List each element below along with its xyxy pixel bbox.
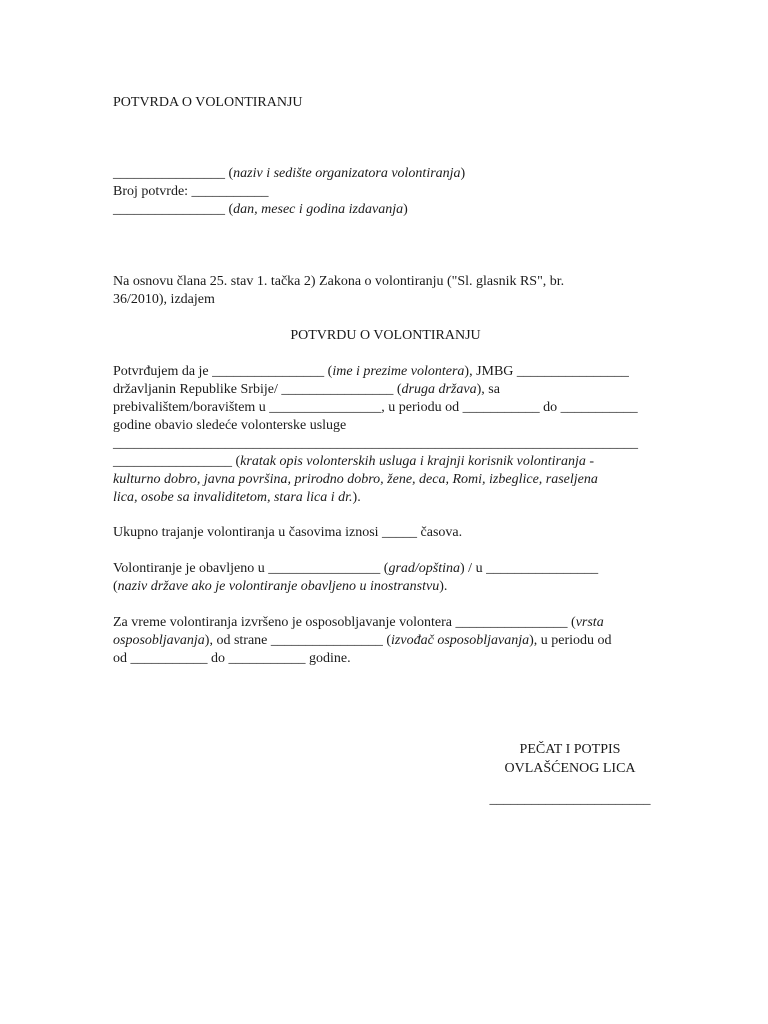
certificate-number-line (113, 183, 658, 201)
header-block (113, 165, 658, 219)
services-label: kratak opis volonterskih usluga i krajnji korisnik volontiranja - (240, 454, 595, 469)
text: ). (352, 490, 361, 505)
text: ), sa (476, 382, 500, 397)
text: prebivalištem/boravištem u (113, 400, 266, 415)
text: do (543, 400, 558, 415)
document-title (113, 94, 658, 112)
country-blank: ________________ (486, 561, 599, 576)
document-title-text: POTVRDA O VOLONTIRANJU (113, 95, 303, 110)
text: Za vreme volontiranja izvršeno je osposobljavanje volontera (113, 615, 453, 630)
stamp-signature-label: PEČAT I POTPIS (519, 742, 621, 757)
country-label: naziv države ako je volontiranje obavljeno u inostranstvu (117, 579, 440, 594)
text: Volontiranje je obavljeno u (113, 561, 265, 576)
services-blank-short: _________________ (113, 454, 232, 469)
confirmation-paragraph (113, 363, 658, 507)
location-line-2: (naziv države ako je volontiranje obavljeno u inostranstvu). (113, 579, 448, 594)
text: do (211, 651, 225, 666)
organizer-line: ________________ (naziv i sedište organizatora volontiranja) (113, 166, 466, 181)
text: ). (439, 579, 448, 594)
services-description-line-2 (113, 471, 658, 489)
text: godine. (309, 651, 351, 666)
issue-date-label: dan, mesec i godina izdavanja (233, 202, 404, 217)
training-line-1: Za vreme volontiranja izvršeno je osposobljavanje volontera ________________ (vrsta (113, 615, 604, 630)
text: Potvrđujem da je (113, 364, 209, 379)
text: državljanin Republike Srbije/ (113, 382, 278, 397)
services-description-line-3 (113, 489, 658, 507)
training-from-blank: ___________ (130, 651, 208, 666)
legal-basis-paragraph (113, 273, 658, 309)
services-label-cont: kulturno dobro, javna površina, prirodno dobro, žene, deca, Romi, izbeglice, raseljena (113, 472, 598, 487)
duration-paragraph (113, 524, 658, 542)
certificate-heading-text: POTVRDU O VOLONTIRANJU (290, 328, 481, 343)
text: , u periodu od (381, 400, 460, 415)
duration-line (113, 524, 658, 542)
services-description-line-1: _________________ (kratak opis volonterskih usluga i krajnji korisnik volontiranja - (113, 454, 595, 469)
certificate-number-blank: ___________ (191, 184, 269, 199)
training-type-label: vrsta (575, 615, 604, 630)
signature-line: _______________________ (489, 792, 651, 807)
trainer-blank: ________________ (270, 633, 383, 648)
issue-date-blank: ________________ (113, 202, 225, 217)
confirmation-line-4: godine obavio sledeće volonterske usluge (113, 418, 347, 433)
organizer-blank: ________________ (113, 166, 225, 181)
services-label-end: lica, osobe sa invaliditetom, stara lica i dr. (113, 490, 353, 505)
legal-basis-line-2: 36/2010), izdajem (113, 292, 215, 307)
confirmation-line-1: Potvrđujem da je ________________ (ime i prezime volontera), JMBG ________________ (113, 364, 629, 379)
confirmation-line-3 (113, 399, 658, 417)
jmbg-blank: ________________ (516, 364, 629, 379)
services-blank-line: ___________________________________________________________________________ (113, 436, 638, 451)
text: ) / u (460, 561, 483, 576)
organizer-label: naziv i sedište organizatora volontiranja (233, 166, 461, 181)
text: od (113, 651, 127, 666)
citizenship-blank: ________________ (281, 382, 394, 397)
residence-blank: ________________ (269, 400, 382, 415)
authorized-person-label: OVLAŠĆENOG LICA (504, 761, 636, 776)
confirmation-line-2: državljanin Republike Srbije/ ________________ (druga država), sa (113, 382, 500, 397)
legal-basis-line-1: Na osnovu člana 25. stav 1. tačka 2) Zakona o volontiranju ("Sl. glasnik RS", br. (113, 274, 565, 289)
hours-blank: _____ (382, 525, 418, 540)
training-line-2: osposobljavanja), od strane ________________ (izvođač osposobljavanja), u periodu od (113, 633, 612, 648)
training-type-blank: ________________ (455, 615, 568, 630)
period-from-blank: ___________ (462, 400, 540, 415)
trainer-label: izvođač osposobljavanja (391, 633, 530, 648)
city-blank: ________________ (268, 561, 381, 576)
other-country-label: druga država (401, 382, 477, 397)
training-line-3 (113, 650, 658, 668)
city-label: grad/opština (388, 561, 461, 576)
volunteer-name-blank: ________________ (212, 364, 325, 379)
period-to-blank: ___________ (560, 400, 638, 415)
text: ), JMBG (464, 364, 514, 379)
issue-date-line: ________________ (dan, mesec i godina izdavanja) (113, 202, 408, 217)
text: ), u periodu od (529, 633, 612, 648)
location-line-1: Volontiranje je obavljeno u ________________ (grad/opština) / u ________________ (113, 561, 599, 576)
text: ), od strane (204, 633, 268, 648)
certificate-heading (113, 327, 658, 345)
training-type-label-cont: osposobljavanja (113, 633, 205, 648)
training-paragraph (113, 614, 658, 668)
volunteer-name-label: ime i prezime volontera (332, 364, 465, 379)
training-to-blank: ___________ (228, 651, 306, 666)
certificate-number-label: Broj potvrde: (113, 184, 189, 199)
text: časova. (420, 525, 463, 540)
location-paragraph (113, 560, 658, 596)
text: Ukupno trajanje volontiranja u časovima iznosi (113, 525, 379, 540)
signature-block (470, 740, 670, 809)
